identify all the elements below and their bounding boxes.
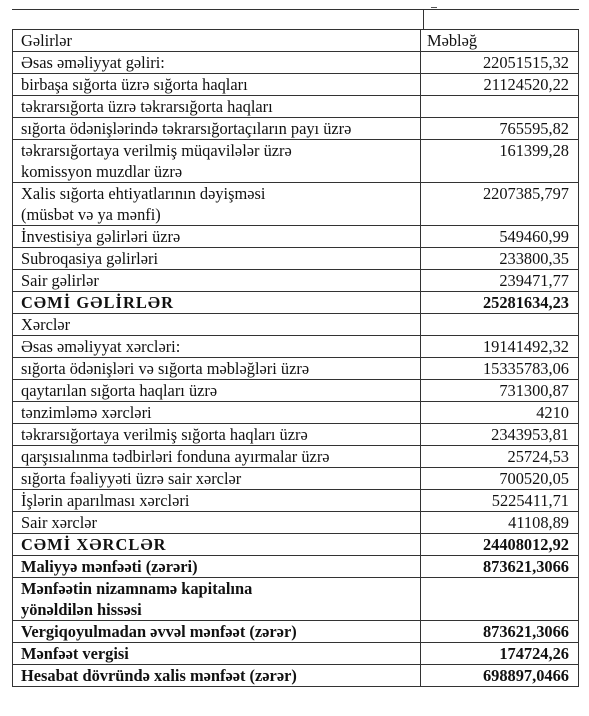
- row-label: qarşısıalınma tədbirləri fonduna ayırmalar üzrə: [13, 446, 421, 468]
- table-row: [13, 248, 579, 270]
- income-statement-table: [12, 29, 579, 687]
- row-amount: 765595,82: [421, 118, 579, 140]
- empty-cell: [421, 314, 579, 336]
- table-row: [13, 490, 579, 512]
- result-label: Vergiqoyulmadan əvvəl mənfəət (zərər): [13, 621, 421, 643]
- table-row: [13, 512, 579, 534]
- result-row: [13, 621, 579, 643]
- row-label: Əsas əməliyyat gəliri:: [13, 52, 421, 74]
- row-amount: 2343953,81: [421, 424, 579, 446]
- table-row: [13, 468, 579, 490]
- row-label: Xalis sığorta ehtiyatlarının dəyişməsi (müsbət və ya mənfi): [13, 183, 421, 226]
- result-label: Hesabat dövründə xalis mənfəət (zərər): [13, 665, 421, 687]
- row-amount: 239471,77: [421, 270, 579, 292]
- income-total-amount: 25281634,23: [421, 292, 579, 314]
- expenses-total-row: [13, 534, 579, 556]
- table-row: [13, 96, 579, 118]
- row-amount: 5225411,71: [421, 490, 579, 512]
- row-label: İnvestisiya gəlirləri üzrə: [13, 226, 421, 248]
- expenses-header: Xərclər: [13, 314, 421, 336]
- row-amount: 15335783,06: [421, 358, 579, 380]
- row-label: Sair gəlirlər: [13, 270, 421, 292]
- row-label: tənzimləmə xərcləri: [13, 402, 421, 424]
- table-row: [13, 358, 579, 380]
- table-row: [13, 183, 579, 226]
- row-amount: 41108,89: [421, 512, 579, 534]
- row-amount: 4210: [421, 402, 579, 424]
- result-amount: 873621,3066: [421, 621, 579, 643]
- header-items: Gəlirlər: [13, 30, 421, 52]
- result-label: Maliyyə mənfəəti (zərəri): [13, 556, 421, 578]
- section-header-row: [13, 314, 579, 336]
- result-row: [13, 556, 579, 578]
- table-row: [13, 52, 579, 74]
- row-label: sığorta ödənişləri və sığorta məbləğləri üzrə: [13, 358, 421, 380]
- row-amount: 25724,53: [421, 446, 579, 468]
- row-label: Subroqasiya gəlirləri: [13, 248, 421, 270]
- table-row: [13, 424, 579, 446]
- result-row: [13, 643, 579, 665]
- row-amount: 700520,05: [421, 468, 579, 490]
- row-label: təkrarsığortaya verilmiş müqavilələr üzrə komissyon muzdlar üzrə: [13, 140, 421, 183]
- row-amount: 22051515,32: [421, 52, 579, 74]
- header-amount: Məbləğ: [421, 30, 579, 52]
- row-amount: 233800,35: [421, 248, 579, 270]
- stray-mark: [431, 7, 437, 8]
- row-amount: 731300,87: [421, 380, 579, 402]
- expenses-total-amount: 24408012,92: [421, 534, 579, 556]
- column-separator: [423, 9, 424, 29]
- table-row: [13, 140, 579, 183]
- table-row: [13, 380, 579, 402]
- row-amount: 161399,28: [421, 140, 579, 183]
- table-row: [13, 336, 579, 358]
- result-amount: 698897,0466: [421, 665, 579, 687]
- result-row: [13, 578, 579, 621]
- expenses-total-label: CƏMİ XƏRCLƏR: [13, 534, 421, 556]
- row-amount: 549460,99: [421, 226, 579, 248]
- row-label: sığorta fəaliyyəti üzrə sair xərclər: [13, 468, 421, 490]
- result-amount: 174724,26: [421, 643, 579, 665]
- table-row: [13, 270, 579, 292]
- result-label: Mənfəətin nizamnamə kapitalına yönəldilən hissəsi: [13, 578, 421, 621]
- table-header-row: [13, 30, 579, 52]
- table-top-border: [12, 9, 579, 10]
- row-amount: 2207385,797: [421, 183, 579, 226]
- row-amount: 21124520,22: [421, 74, 579, 96]
- income-total-label: CƏMİ GƏLİRLƏR: [13, 292, 421, 314]
- result-row: [13, 665, 579, 687]
- row-amount: [421, 96, 579, 118]
- row-label: sığorta ödənişlərində təkrarsığortaçıların payı üzrə: [13, 118, 421, 140]
- row-amount: 19141492,32: [421, 336, 579, 358]
- income-total-row: [13, 292, 579, 314]
- row-label: İşlərin aparılması xərcləri: [13, 490, 421, 512]
- result-label: Mənfəət vergisi: [13, 643, 421, 665]
- table-row: [13, 74, 579, 96]
- row-label: təkrarsığortaya verilmiş sığorta haqları üzrə: [13, 424, 421, 446]
- row-label: birbaşa sığorta üzrə sığorta haqları: [13, 74, 421, 96]
- table-row: [13, 118, 579, 140]
- row-label: təkrarsığorta üzrə təkrarsığorta haqları: [13, 96, 421, 118]
- result-amount: 873621,3066: [421, 556, 579, 578]
- row-label: Sair xərclər: [13, 512, 421, 534]
- table-row: [13, 402, 579, 424]
- table-row: [13, 226, 579, 248]
- row-label: qaytarılan sığorta haqları üzrə: [13, 380, 421, 402]
- table-row: [13, 446, 579, 468]
- result-amount: [421, 578, 579, 621]
- row-label: Əsas əməliyyat xərcləri:: [13, 336, 421, 358]
